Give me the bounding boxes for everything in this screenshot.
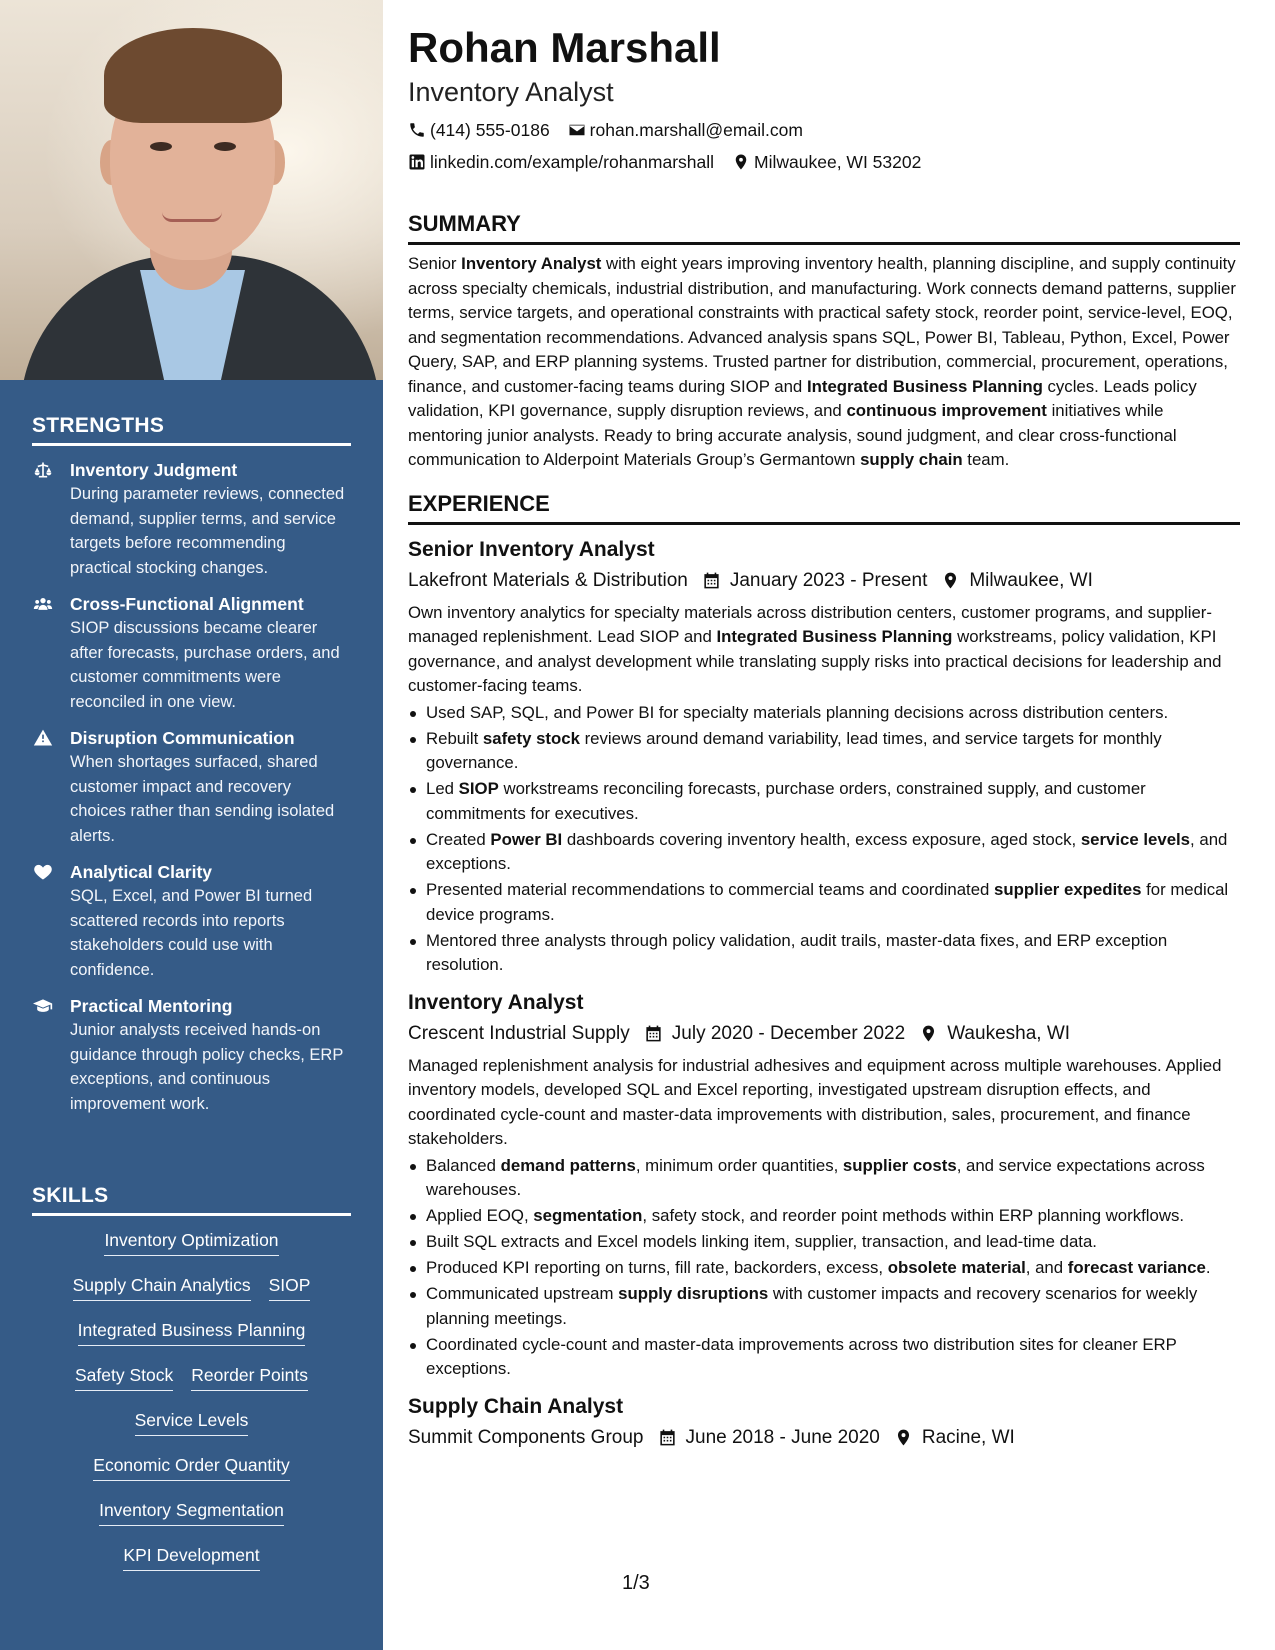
job-location-text: Milwaukee, WI — [969, 569, 1093, 591]
strength-item — [32, 860, 351, 982]
job-location — [894, 1422, 1015, 1454]
strength-title: Practical Mentoring — [70, 996, 233, 1016]
bullet-item — [408, 1230, 1240, 1255]
phone-icon — [408, 121, 426, 139]
bold-text: forecast variance — [1067, 1258, 1206, 1277]
skill-tag: Safety Stock — [75, 1363, 173, 1391]
experience-section — [408, 490, 1240, 1454]
strengths-list — [32, 458, 351, 1116]
text-segment: team. — [962, 450, 1010, 469]
skills-row — [32, 1363, 351, 1408]
text-segment: Rebuilt — [426, 728, 483, 748]
bullet-item — [408, 878, 1240, 927]
skills-section — [0, 1184, 383, 1588]
users-icon — [32, 592, 70, 714]
bold-text: supply disruptions — [618, 1284, 769, 1303]
bold-text: supplier costs — [842, 1155, 957, 1175]
text-segment: Built SQL extracts and Excel models linking item, supplier, transaction, and lead-time data. — [426, 1232, 1097, 1251]
linkedin-contact[interactable] — [408, 146, 714, 178]
skills-row — [32, 1273, 351, 1318]
text-segment: Led — [426, 779, 459, 798]
calendar-icon — [644, 1024, 672, 1043]
calendar-icon — [658, 1428, 686, 1447]
strengths-heading: STRENGTHS — [32, 414, 351, 446]
contact-row-1 — [408, 114, 1240, 146]
calendar-icon — [702, 571, 730, 590]
scale-icon — [32, 458, 70, 580]
main-content — [408, 20, 1240, 1458]
skill-tag: Reorder Points — [191, 1363, 308, 1391]
strength-description: SQL, Excel, and Power BI turned scattered records into reports stakeholders could use with confidence. — [70, 887, 313, 979]
job-dates — [702, 565, 928, 597]
text-segment: , and exceptions. — [426, 829, 1228, 873]
bold-text: supply chain — [860, 450, 963, 469]
job-title: Inventory Analyst — [408, 990, 584, 1014]
bullet-item — [408, 828, 1240, 877]
job-dates-text: January 2023 - Present — [729, 569, 928, 591]
bullet-item — [408, 727, 1240, 776]
text-segment: with eight years improving inventory health, planning discipline, and supply continuity across specialty chemicals, industrial distribution, and manufacturing. Work connects demand patterns, supplier terms, service targets, and operational constraints with practical safety stock, reorder point, service-level, EOQ, and segmentation recommendations. Advanced analysis spans SQL, Power BI, Tableau, Python, Excel, Power Query, SAP, and ERP planning systems. Trusted partner for distribution, commercial, procurement, operations, finance, and customer-facing teams during SIOP and — [408, 254, 1236, 396]
text-segment: Coordinated cycle-count and master-data improvements across two distribution sites for cleaner ERP exceptions. — [426, 1334, 1177, 1378]
strength-item — [32, 994, 351, 1116]
job-bullets — [408, 701, 1240, 978]
skills-row — [32, 1498, 351, 1543]
text-segment: Senior — [408, 254, 462, 273]
text-segment: Own inventory analytics for specialty materials across distribution centers, customer programs, and supplier-managed replenishment. Lead SIOP and — [408, 602, 1212, 646]
bold-text: safety stock — [482, 728, 580, 748]
job-entry — [408, 535, 1240, 978]
summary-section — [408, 210, 1240, 473]
text-segment: initiatives while mentoring junior analysts. Ready to bring accurate analysis, sound judgment, and clear cross-functional communication to Alderpoint Materials Group’s Germantown — [408, 401, 1177, 469]
envelope-icon — [568, 121, 586, 139]
email-contact[interactable] — [568, 114, 803, 146]
profile-photo — [0, 0, 383, 380]
strength-description: When shortages surfaced, shared customer impact and recovery choices rather than sending isolated alerts. — [70, 753, 335, 845]
text-segment: , safety stock, and reorder point methods within ERP planning workflows. — [642, 1206, 1185, 1225]
strength-item — [32, 592, 351, 714]
job-meta — [408, 1422, 1240, 1454]
bullet-item — [408, 701, 1240, 726]
jobs-list — [408, 535, 1240, 1454]
bullet-item — [408, 777, 1240, 826]
email-text: rohan.marshall@email.com — [589, 120, 803, 140]
strength-description: During parameter reviews, connected demand, supplier terms, and service targets before recommending practical stocking changes. — [70, 485, 345, 577]
job-meta — [408, 1018, 1240, 1050]
text-segment: Produced KPI reporting on turns, fill rate, backorders, excess, — [426, 1258, 888, 1277]
bullet-item — [408, 929, 1240, 978]
linkedin-text: linkedin.com/example/rohanmarshall — [430, 152, 715, 172]
skill-tag: Inventory Segmentation — [99, 1498, 284, 1526]
location-contact — [732, 146, 921, 178]
bold-text: Inventory Analyst — [461, 254, 602, 273]
bullet-item — [408, 1282, 1240, 1331]
bold-text: continuous improvement — [846, 401, 1047, 420]
strength-description: SIOP discussions became clearer after forecasts, purchase orders, and customer commitments were reconciled in one view. — [70, 619, 340, 711]
job-entry — [408, 1392, 1240, 1454]
skill-tag: Inventory Optimization — [104, 1228, 278, 1256]
bold-text: service levels — [1080, 829, 1191, 849]
strength-body — [70, 994, 351, 1116]
candidate-name: Rohan Marshall — [408, 24, 721, 71]
job-location-text: Racine, WI — [921, 1426, 1015, 1448]
summary-text — [408, 252, 1240, 473]
strength-title: Cross-Functional Alignment — [70, 594, 304, 614]
strength-body — [70, 592, 351, 714]
company-name: Summit Components Group — [408, 1426, 644, 1448]
job-dates — [644, 1018, 905, 1050]
heart-icon — [32, 860, 70, 982]
text-segment: workstreams, policy validation, KPI governance, and analyst development while translating supply risks into practical decisions for leadership and customer-facing teams. — [408, 627, 1222, 695]
strength-body — [70, 726, 351, 848]
job-dates — [658, 1422, 880, 1454]
graduation-cap-icon — [32, 994, 70, 1116]
bullet-item — [408, 1154, 1240, 1203]
contact-row-2 — [408, 146, 1240, 178]
skills-heading: SKILLS — [32, 1184, 351, 1216]
text-segment: Communicated upstream — [426, 1284, 619, 1303]
map-pin-icon — [732, 153, 750, 171]
strength-item — [32, 726, 351, 848]
job-dates-text: July 2020 - December 2022 — [671, 1022, 906, 1044]
bold-text: SIOP — [458, 779, 499, 798]
job-description — [408, 1054, 1240, 1152]
text-segment: Created — [426, 829, 491, 849]
text-segment: , minimum order quantities, — [635, 1155, 843, 1175]
skills-row — [32, 1408, 351, 1453]
sidebar — [0, 0, 383, 1650]
skills-list — [32, 1228, 351, 1588]
bold-text: Power BI — [490, 829, 563, 849]
strength-title: Inventory Judgment — [70, 460, 238, 480]
text-segment: reviews around demand variability, lead times, and service targets for monthly governance. — [426, 728, 1162, 772]
job-description — [408, 601, 1240, 699]
phone-text: (414) 555-0186 — [430, 120, 550, 140]
location-text: Milwaukee, WI 53202 — [754, 152, 922, 172]
text-segment: . — [1205, 1258, 1211, 1277]
warning-icon — [32, 726, 70, 848]
bold-text: demand patterns — [500, 1155, 636, 1175]
skills-row — [32, 1453, 351, 1498]
text-segment: for medical device programs. — [426, 880, 1229, 924]
linkedin-icon — [408, 153, 426, 171]
strengths-section — [0, 414, 383, 1128]
company-name: Crescent Industrial Supply — [408, 1022, 630, 1044]
strength-body — [70, 860, 351, 982]
bullet-item — [408, 1204, 1240, 1229]
experience-heading: EXPERIENCE — [408, 490, 1240, 525]
map-pin-icon — [919, 1024, 947, 1043]
job-title: Senior Inventory Analyst — [408, 537, 655, 561]
skill-tag: Integrated Business Planning — [78, 1318, 306, 1346]
text-segment: Mentored three analysts through policy validation, audit trails, master-data fixes, and ERP exception resolution. — [426, 930, 1168, 974]
candidate-title: Inventory Analyst — [408, 77, 614, 107]
phone-contact[interactable] — [408, 114, 550, 146]
bold-text: Integrated Business Planning — [806, 376, 1043, 396]
skill-tag: Supply Chain Analytics — [73, 1273, 251, 1301]
text-segment: cycles. Leads policy validation, KPI governance, supply disruption reviews, and — [408, 376, 1197, 420]
text-segment: Presented material recommendations to commercial teams and coordinated — [426, 880, 995, 899]
skill-tag: Economic Order Quantity — [93, 1453, 289, 1481]
skill-tag: SIOP — [269, 1273, 311, 1301]
bold-text: supplier expedites — [994, 880, 1142, 899]
skills-row — [32, 1543, 351, 1588]
skills-row — [32, 1228, 351, 1273]
strength-body — [70, 458, 351, 580]
company-name: Lakefront Materials & Distribution — [408, 569, 688, 591]
text-segment: Applied EOQ, — [426, 1206, 534, 1225]
strength-item — [32, 458, 351, 580]
job-location — [941, 565, 1093, 597]
job-meta — [408, 565, 1240, 597]
page-number: 1/3 — [622, 1572, 650, 1594]
map-pin-icon — [894, 1428, 922, 1447]
text-segment: Managed replenishment analysis for industrial adhesives and equipment across multiple warehouses. Applied inventory models, developed SQL and Excel reporting, investigated upstream disruption effects, and coordinated cycle-count and master-data improvements with distribution, sales, procurement, and finance stakeholders. — [408, 1055, 1222, 1148]
job-entry — [408, 988, 1240, 1382]
skills-row — [32, 1318, 351, 1363]
text-segment: Used SAP, SQL, and Power BI for specialty materials planning decisions across distribution centers. — [426, 702, 1169, 722]
job-location — [919, 1018, 1070, 1050]
skill-tag: Service Levels — [135, 1408, 249, 1436]
text-segment: workstreams reconciling forecasts, purchase orders, constrained supply, and customer commitments for executives. — [426, 779, 1146, 823]
bold-text: segmentation — [533, 1206, 643, 1225]
job-title: Supply Chain Analyst — [408, 1394, 624, 1418]
skill-tag: KPI Development — [123, 1543, 259, 1571]
text-segment: with customer impacts and recovery scenarios for weekly planning meetings. — [426, 1284, 1198, 1328]
summary-heading: SUMMARY — [408, 210, 1240, 245]
bold-text: Integrated Business Planning — [716, 627, 953, 646]
bold-text: obsolete material — [887, 1258, 1026, 1277]
text-segment: Balanced — [426, 1155, 501, 1175]
job-location-text: Waukesha, WI — [947, 1022, 1071, 1044]
text-segment: , and service expectations across warehouses. — [426, 1155, 1205, 1199]
strength-title: Analytical Clarity — [70, 862, 212, 882]
bullet-item — [408, 1256, 1240, 1281]
text-segment: dashboards covering inventory health, excess exposure, aged stock, — [562, 829, 1081, 849]
bullet-item — [408, 1333, 1240, 1382]
map-pin-icon — [941, 571, 969, 590]
strength-description: Junior analysts received hands-on guidance through policy checks, ERP exceptions, and continuous improvement work. — [70, 1021, 344, 1113]
strength-title: Disruption Communication — [70, 728, 295, 748]
job-dates-text: June 2018 - June 2020 — [685, 1426, 880, 1448]
text-segment: , and — [1025, 1258, 1068, 1277]
job-bullets — [408, 1154, 1240, 1382]
